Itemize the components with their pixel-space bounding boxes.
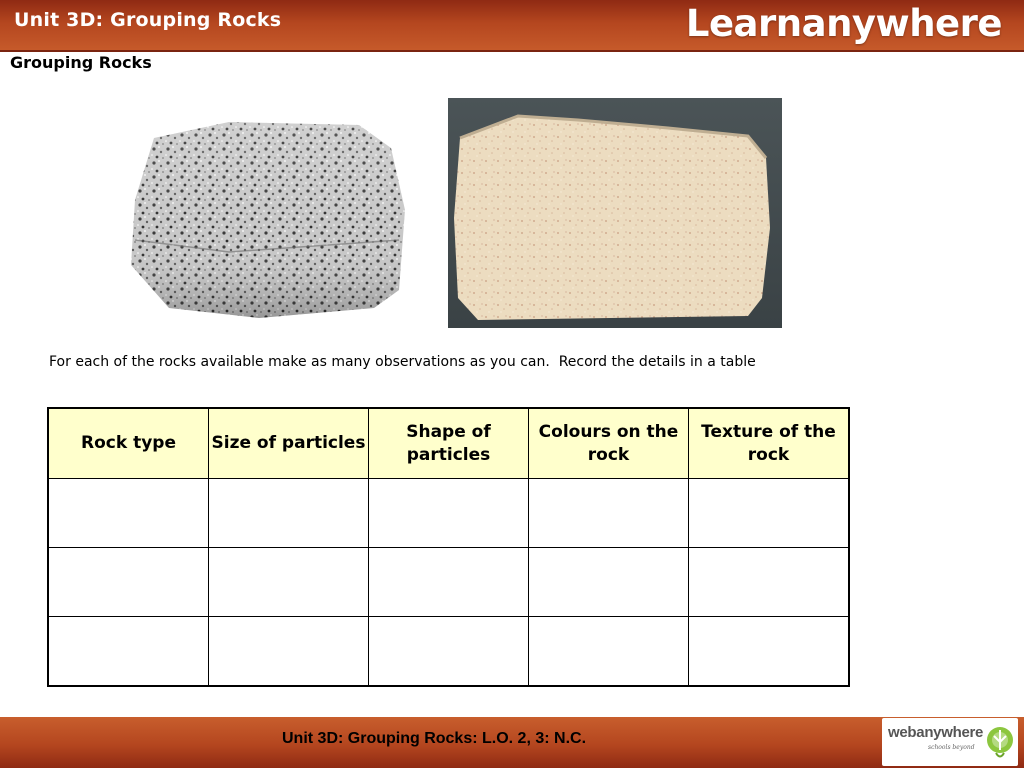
- webanywhere-logo-text: webanywhere: [888, 724, 984, 741]
- page-title: Unit 3D: Grouping Rocks: [14, 9, 282, 31]
- table-cell: [209, 617, 369, 687]
- table-cell: [689, 479, 850, 548]
- table-cell: [209, 548, 369, 617]
- table-row: [48, 617, 849, 687]
- table-row: [48, 548, 849, 617]
- header-bar: [0, 0, 1024, 52]
- instruction-text: For each of the rocks available make as many observations as you can. Record the details in a table: [49, 354, 756, 370]
- table-cell: [209, 479, 369, 548]
- table-cell: [48, 548, 209, 617]
- column-header-texture: Texture of the rock: [689, 408, 850, 479]
- webanywhere-tagline: schools beyond: [928, 744, 975, 751]
- table-cell: [529, 548, 689, 617]
- sandstone-rock-image: [448, 98, 782, 328]
- table-cell: [369, 548, 529, 617]
- green-leaf-icon: [984, 722, 1016, 766]
- column-header-colours: Colours on the rock: [529, 408, 689, 479]
- footer-bar: [0, 717, 1024, 768]
- table-header-row: [48, 408, 849, 479]
- column-header-shape-of-particles: Shape of particles: [369, 408, 529, 479]
- observation-table: [47, 407, 850, 687]
- column-header-size-of-particles: Size of particles: [209, 408, 369, 479]
- table-cell: [369, 617, 529, 687]
- table-cell: [369, 479, 529, 548]
- section-heading: Grouping Rocks: [10, 53, 152, 72]
- table-cell: [529, 479, 689, 548]
- learnanywhere-logo: Learnanywhere: [685, 2, 1002, 45]
- table-cell: [48, 479, 209, 548]
- table-cell: [48, 617, 209, 687]
- webanywhere-logo: [882, 718, 1018, 766]
- column-header-rock-type: Rock type: [48, 408, 209, 479]
- table-cell: [689, 617, 850, 687]
- granite-rock-image: [109, 90, 427, 328]
- table-cell: [529, 617, 689, 687]
- footer-text: Unit 3D: Grouping Rocks: L.O. 2, 3: N.C.: [282, 730, 587, 747]
- table-cell: [689, 548, 850, 617]
- table-row: [48, 479, 849, 548]
